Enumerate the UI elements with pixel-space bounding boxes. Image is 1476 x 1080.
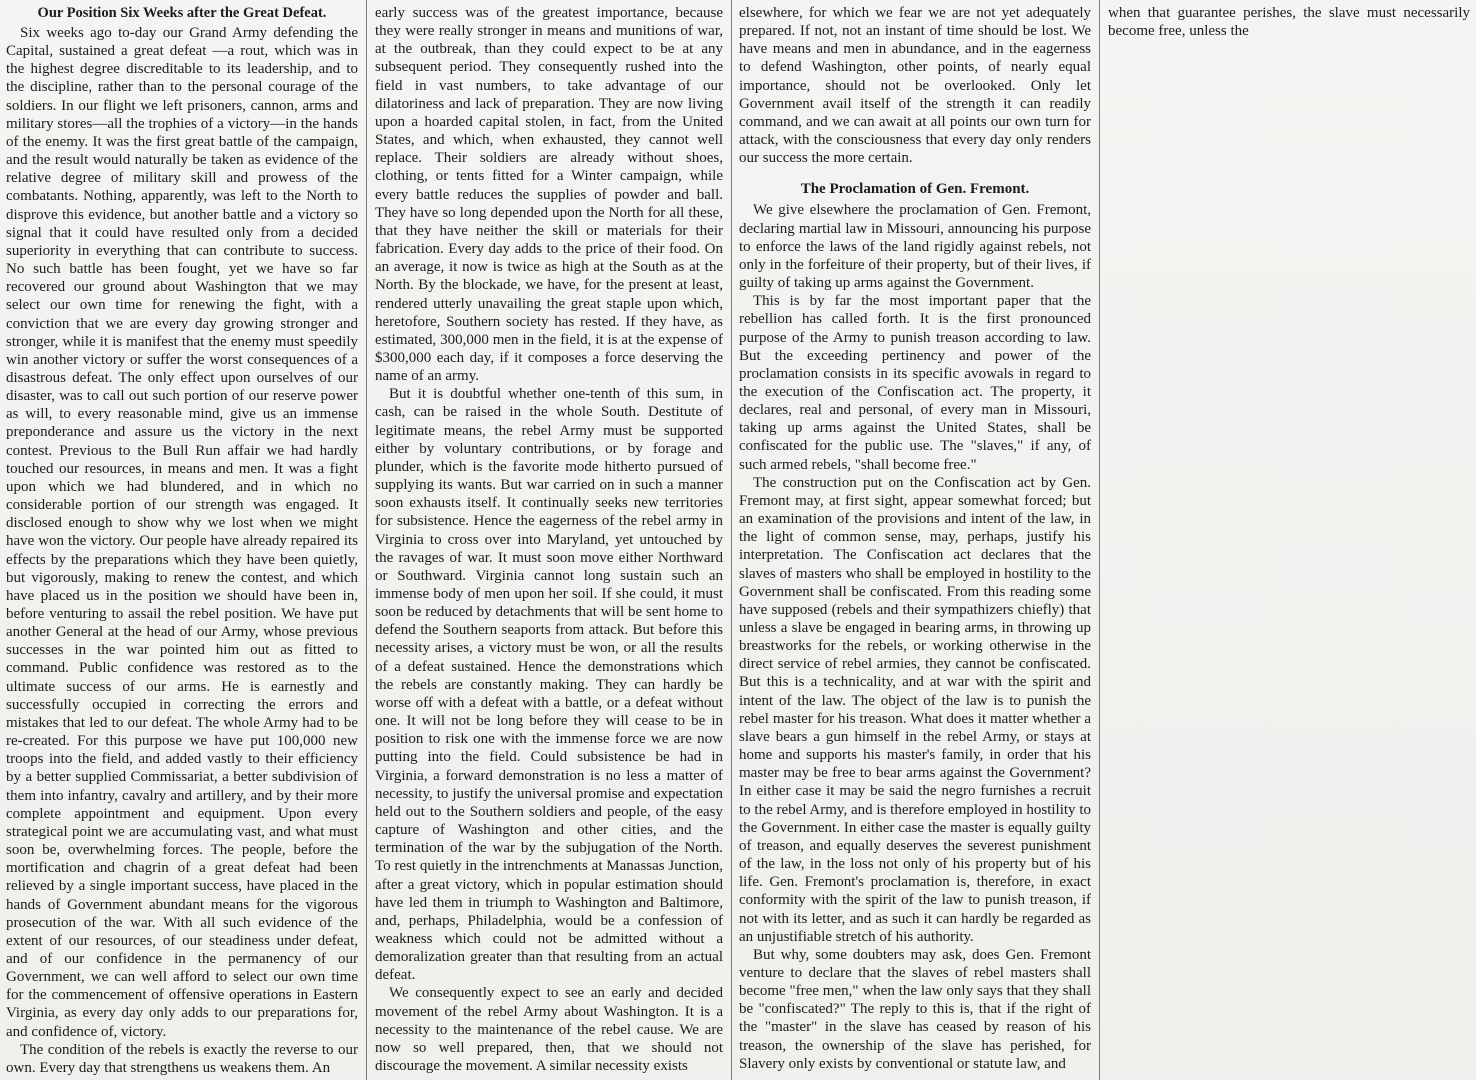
article-paragraph-continued: elsewhere, for which we fear we are not yet adequately prepared. If not, not an instant of time should be lost. We have means and men in abundance, and in the eagerness to defend Washington, other points, of nearly equal importance, should not be overlooked. Only let Government avail itself of the strength it can readily command, and we can await at all points our own turn for attack, with the consciousness that every day only renders our success the more certain. xyxy=(739,5,1091,167)
article-paragraph: Six weeks ago to-day our Grand Army defending the Capital, sustained a great defeat —a rout, which was in the highest degree discreditable to its leadership, and to the discipline, rather than to the personal courage of the soldiers. In our flight we left prisoners, cannon, arms and military stores—all the trophies of a victory—in the hands of the enemy. It was the first great battle of the campaign, and the result would naturally be taken as evidence of the relative degree of military skill and prowess of the combatants. Nothing, apparently, was left to the North to disprove this evidence, but another battle and a victory so signal that it could have resulted only from a decided superiority in everything that can contribute to success. No such battle has been fought, yet we have so far recovered our ground about Washington that we may select our own time for renewing the fight, with a conviction that we are every day growing stronger and stronger, while it is manifest that the enemy must speedily win another victory or suffer the worst consequences of a disastrous defeat. The only effect upon ourselves of our disaster, was to call out such portion of our reserve power as will, to every reasonable mind, give us an immense preponderance and assure us the victory in the next contest. Previous to the Bull Run affair we had hardly touched our resources, in means and men. It was a fight upon which we had blundered, and in which no considerable portion of our strength was engaged. It disclosed enough to show why we lost when we might have won the victory. Our people have already repaired its effects by the preparations which they have been quietly, but vigorously, making to renew the contest, and which have placed us in the position we should have been in, before venturing to assail the rebel position. We have put another General at the head of our Army, whose previous successes in the war pointed him out as fitted to command. Public confidence was restored as to the ultimate success of our arms. He is earnestly and successfully occupied in correcting the errors and mistakes that led to our defeat. The whole Army had to be re-created. For this purpose we have put 100,000 new troops into the field, and added vastly to their efficiency by a better supplied Commissariat, a better subdivision of them into infantry, cavalry and artillery, and by their more complete appointment and equipment. Upon every strategical point we are accumulating vast, and what must soon be, overwhelming forces. The people, before the mortification and chagrin of a great defeat had been relieved by a single important success, have placed in the hands of Government abundant means for the vigorous prosecution of the war. With all such evidence of the extent of our resources, of our steadiness under defeat, and of our confidence in the permanency of our Government, we can well afford to select our own time for the commencement of offensive operations in Eastern Virginia, as every day only adds to our preparations for, and confidence of, victory. xyxy=(6,25,358,1040)
article-headline: The Proclamation of Gen. Fremont. xyxy=(800,181,1030,198)
article-paragraph-continued: early success was of the greatest importance, because they were really stronger in means and munitions of war, at the outbreak, than they could expect to be at any subsequent period. They consequently rushed into the field in vast numbers, to take advantage of our dilatoriness and lack of preparation. They are now living upon a hoarded capital stolen, in fact, from the United States, and which, when exhausted, they cannot well replace. Their soldiers are already without shoes, clothing, or tents fitted for a Winter campaign, while every battle reduces the supplies of powder and ball. They have so long depended upon the North for all these, that they have neither the skill or materials for their fabrication. Every day adds to the price of their food. On an average, it now is twice as high at the South as at the North. By the blockade, we have, for the present at least, rendered utterly unavailing the great staple upon which, heretofore, Southern society has rested. If they have, as estimated, 300,000 men in the field, it is at the expense of $300,000 each day, if it composes a force deserving the name of an army. xyxy=(375,5,723,385)
column-4 xyxy=(1102,0,1476,1080)
article-paragraph: The construction put on the Confiscation act by Gen. Fremont may, at first sight, appear somewhat forced; but an examination of the provisions and intent of the law, in the light of common sense, may, perhaps, justify his interpretation. The Confiscation act declares that the slaves of masters who shall be employed in hostility to the Government shall be confiscated. From this reading some have supposed (rebels and their sympathizers chiefly) that unless a slave be engaged in bearing arms, in throwing up breastworks for the rebels, or working otherwise in the direct service of rebel armies, they cannot be confiscated. But this is a technicality, and at war with the spirit and intent of the law. The object of the law is to punish the rebel master for his treason. What does it matter whether a slave bears a gun himself in the rebel Army, or stays at home and supports his master's family, in order that his master may be free to bear arms against the Government? In either case it may be said the negro furnishes a recruit to the rebel Army, and is therefore employed in hostility to the Government. In either case the master is equally guilty of treason, and equally deserves the severest punishment of the law, in the loss not only of his property but of his life. Gen. Fremont's proclamation is, therefore, in exact conformity with the spirit of the law to punish treason, if not with its letter, and as such it can hardly be regarded as an unjustifiable stretch of his authority. xyxy=(739,474,1091,945)
column-1 xyxy=(0,0,364,1080)
column-rule xyxy=(1099,0,1100,1080)
article-paragraph: The condition of the rebels is exactly the reverse to our own. Every day that strengthens us weakens them. An xyxy=(6,1041,358,1076)
column-2 xyxy=(369,0,729,1080)
column-rule xyxy=(731,0,732,1080)
article-headline: Our Position Six Weeks after the Great Defeat. xyxy=(37,5,327,21)
article-paragraph: But why, some doubters may ask, does Gen. Fremont venture to declare that the slaves of rebel masters shall become "free men," when the law only says that they shall be "confiscated?" The reply to this is, that if the right of the "master" in the slave has ceased by reason of his treason, the ownership of the slave has perished, for Slavery only exists by conventional or statute law, and xyxy=(739,946,1091,1072)
article-paragraph: This is by far the most important paper that the rebellion has called forth. It is the first pronounced purpose of the Army to punish treason according to law. But the exceeding pertinency and power of the proclamation consists in its specific avowals in regard to the execution of the Confiscation act. The property, it declares, real and personal, of every man in Missouri, taking up arms against the United States, shall be confiscated for the public use. The "slaves," if any, of such armed rebels, "shall become free." xyxy=(739,293,1091,473)
column-rule xyxy=(366,0,367,1080)
column-3 xyxy=(733,0,1097,1080)
article-paragraph: But it is doubtful whether one-tenth of this sum, in cash, can be raised in the whole South. Destitute of legitimate means, the rebel Army must be supported either by voluntary contributions, or by forage and plunder, which is the favorite mode hitherto pursued of supplying its wants. But war carried on in such a manner soon exhausts itself. It continually seeks new territories for subsistence. Hence the eagerness of the rebel army in Virginia to cross over into Maryland, yet untouched by the ravages of war. It must soon move either Northward or Southward. Virginia cannot long sustain such an immense body of men upon her soil. If she could, it must soon be reduced by detachments that will be sent home to defend the Southern seaports from attack. But before this necessity arises, a victory must be won, or all the results of a defeat sustained. Hence the demonstrations which the rebels are constantly making. They can hardly be worse off with a defeat with a battle, or a defeat without one. It will not be long before they will cease to be in position to risk one with the immense force we are now putting into the field. Could subsistence be had in Virginia, a forward demonstration is no less a matter of necessity, to justify the universal promise and expectation held out to the Southern soldiers and people, of the easy capture of Washington and other cities, and the termination of the war by the subjugation of the North. To rest quietly in the intrenchments at Manassas Junction, after a great victory, which in popular estimation should have led them in triumph to Washington and Baltimore, and, perhaps, Philadelphia, would be a confession of weakness which could not be admitted without a demoralization greater than that resulting from an actual defeat. xyxy=(375,386,723,984)
article-paragraph: We consequently expect to see an early and decided movement of the rebel Army about Washington. It is a necessity to the maintenance of the rebel cause. We are now so well prepared, then, that we should not discourage the movement. A similar necessity exists xyxy=(375,985,723,1075)
article-paragraph-continued: when that guarantee perishes, the slave must necessarily become free, unless the xyxy=(1108,5,1470,40)
article-paragraph: We give elsewhere the proclamation of Gen. Fremont, declaring martial law in Missouri, announcing his purpose to enforce the laws of the land rigidly against rebels, not only in the forfeiture of their property, but of their lives, if guilty of taking up arms against the Government. xyxy=(739,202,1091,292)
